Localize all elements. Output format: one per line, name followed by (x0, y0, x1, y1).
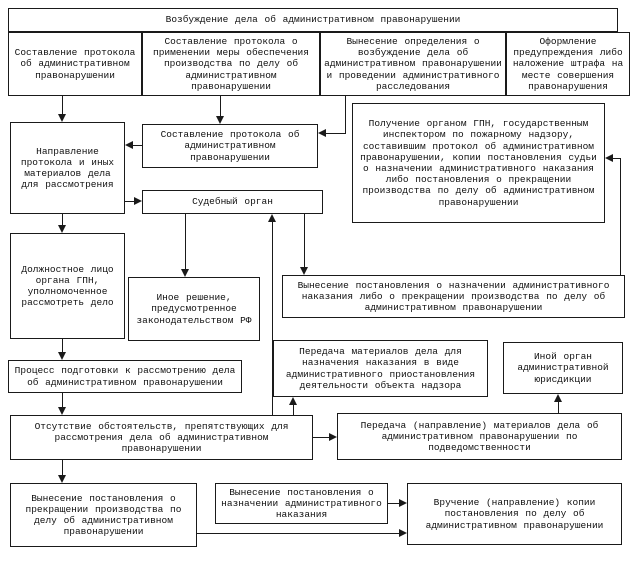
flowchart-box-protocol-drawup: Составление протокола об административном правонарушении (8, 32, 142, 96)
arrow-court-to-ruling (304, 214, 305, 267)
arrow-no-obstacles-to-court (272, 222, 273, 415)
flowchart-box-case-initiation-title: Возбуждение дела об административном правонарушении (8, 8, 618, 32)
flowchart-box-onsite-warning-fine: Оформление предупреждения либо наложение штрафа на месте совершения правонарушения (506, 32, 630, 96)
arrow-preparation-to-no-obstacles (62, 393, 63, 407)
arrowhead-right-icon (329, 433, 337, 441)
arrow-col3-down (345, 96, 346, 133)
flowchart-box-ruling-investigation: Вынесение определения о возбуждение дела об административном правонарушении и проведении административного расследования (320, 32, 506, 96)
flowchart-box-transfer-jurisdiction: Передача (направление) материалов дела об административном правонарушении по подведомственности (337, 413, 622, 460)
arrowhead-right-icon (399, 529, 407, 537)
arrow-penalty-to-delivery (388, 503, 399, 504)
arrowhead-left-icon (125, 141, 133, 149)
arrowhead-up-icon (554, 394, 562, 402)
arrow-official-to-preparation (62, 339, 63, 352)
arrow-no-obstacles-to-transfer (313, 437, 329, 438)
flowchart-box-preparation-process: Процесс подготовки к рассмотрению дела об административном правонарушении (8, 360, 242, 393)
arrow-termination-to-delivery (197, 533, 399, 534)
arrowhead-right-icon (134, 197, 142, 205)
arrowhead-down-icon (58, 407, 66, 415)
arrow-col1-to-forwarding (62, 96, 63, 114)
arrow-col2-to-protocol2 (220, 96, 221, 116)
flowchart-box-other-jurisdiction-body: Иной орган административной юрисдикции (503, 342, 623, 394)
arrowhead-down-icon (58, 225, 66, 233)
arrow-protocol2-to-forwarding (133, 145, 142, 146)
arrowhead-up-icon (289, 397, 297, 405)
arrow-ruling-left (613, 158, 621, 159)
arrow-no-obstacles-to-termination (62, 460, 63, 475)
arrowhead-down-icon (58, 475, 66, 483)
flowchart-box-ruling-termination: Вынесение постановления о прекращении производства по делу об административном правонарушении (10, 483, 197, 547)
arrowhead-up-icon (268, 214, 276, 222)
arrow-forwarding-to-court (125, 201, 134, 202)
arrow-forwarding-to-official (62, 214, 63, 225)
flowchart-box-forwarding-materials: Направление протокола и иных материалов дела для рассмотрения (10, 122, 125, 214)
flowchart-box-gpn-official: Должностное лицо органа ГПН, уполномоченное рассмотреть дело (10, 233, 125, 339)
arrow-ruling-up (620, 158, 621, 275)
flowchart-box-delivery-copy: Вручение (направление) копии постановления по делу об административном правонарушении (407, 483, 622, 545)
arrowhead-down-icon (58, 352, 66, 360)
flowchart-box-judicial-body: Судебный орган (142, 190, 323, 214)
arrow-transfer-to-other-body (558, 402, 559, 413)
arrowhead-down-icon (58, 114, 66, 122)
flowchart-box-transfer-suspension: Передача материалов дела для назначения наказания в виде административного приостановления деятельности объекта надзора (273, 340, 488, 397)
arrow-col3-left (326, 133, 346, 134)
flowchart-box-ruling-penalty-or-termination: Вынесение постановления о назначении административного наказания либо о прекращении производства по делу об административном правонарушении (282, 275, 625, 318)
arrowhead-right-icon (399, 499, 407, 507)
arrowhead-down-icon (181, 269, 189, 277)
arrow-court-to-other-decision (185, 214, 186, 269)
arrowhead-left-icon (318, 129, 326, 137)
arrow-no-obstacles-to-suspension (293, 405, 294, 415)
flowchart-box-protocol-drawup-2: Составление протокола об административном правонарушении (142, 124, 318, 168)
flowchart-box-ruling-penalty: Вынесение постановления о назначении административного наказания (215, 483, 388, 524)
arrowhead-left-icon (605, 154, 613, 162)
flowchart-box-enforcement-measure-protocol: Составление протокола о применении меры обеспечения производства по делу об административном правонарушении (142, 32, 320, 96)
arrowhead-down-icon (300, 267, 308, 275)
flowchart-box-no-obstacles: Отсутствие обстоятельств, препятствующих для рассмотрения дела об административном правонарушении (10, 415, 313, 460)
arrowhead-down-icon (216, 116, 224, 124)
flowchart-box-gpn-receives-copy: Получение органом ГПН, государственным инспектором по пожарному надзору, составившим протокол об административном правонарушении, копии постановления судьи о назначении административного наказания либо постановления о прекращении производства по делу об административном правонарушении (352, 103, 605, 223)
flowchart-box-other-decision: Иное решение, предусмотренное законодательством РФ (128, 277, 260, 341)
